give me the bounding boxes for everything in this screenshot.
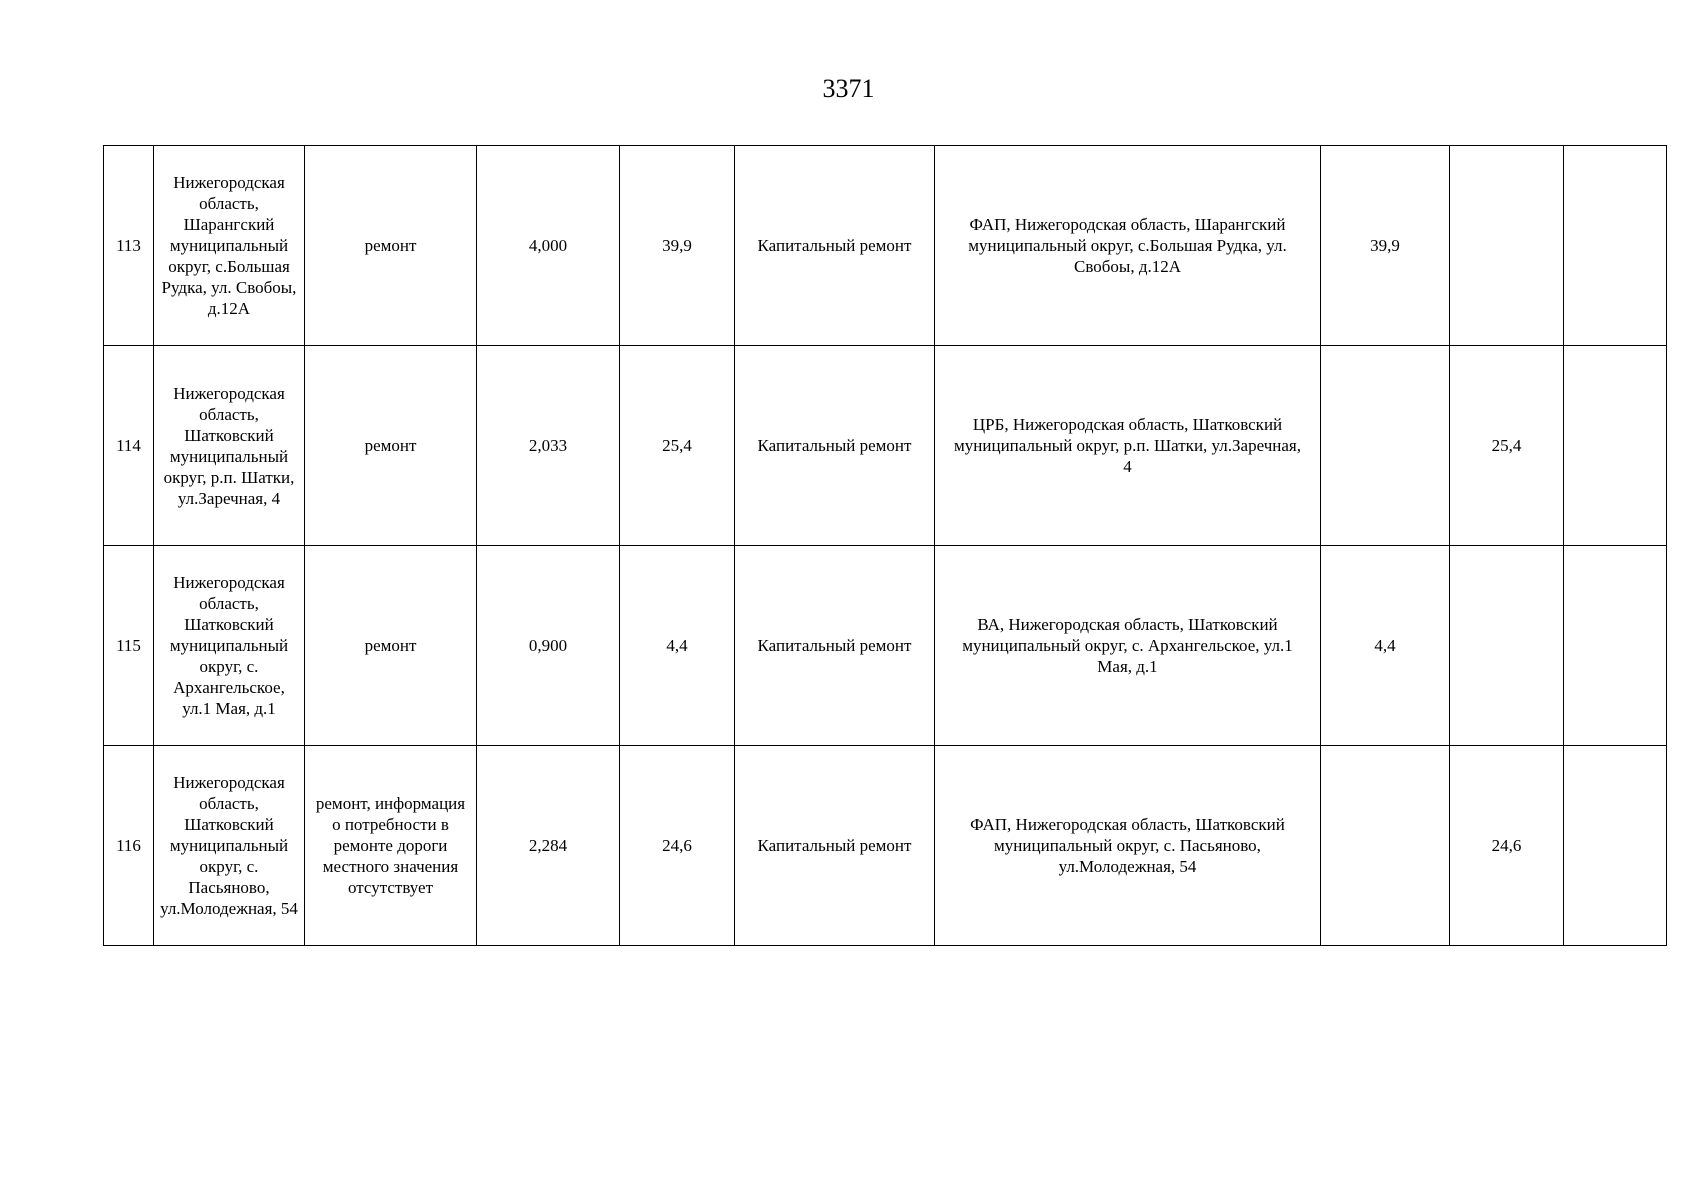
row-number: 113 [104,146,154,346]
distance-value: 25,4 [620,346,735,546]
table-row [104,546,1667,746]
road-address: Нижегородская область, Шатковский муниципальный округ, с. Пасьяново, ул.Молодежная, 54 [154,746,305,946]
value-col8: 39,9 [1321,146,1450,346]
road-length: 0,900 [477,546,620,746]
social-object: ФАП, Нижегородская область, Шарангский муниципальный округ, с.Большая Рудка, ул. Свобоы, д.12А [935,146,1321,346]
social-object: ВА, Нижегородская область, Шатковский муниципальный округ, с. Архангельское, ул.1 Мая, д.1 [935,546,1321,746]
row-number: 114 [104,346,154,546]
road-length: 4,000 [477,146,620,346]
road-address: Нижегородская область, Шатковский муниципальный округ, с. Архангельское, ул.1 Мая, д.1 [154,546,305,746]
value-col8: 4,4 [1321,546,1450,746]
value-col10 [1564,746,1667,946]
page-number: 3371 [822,74,875,103]
social-object: ЦРБ, Нижегородская область, Шатковский муниципальный округ, р.п. Шатки, ул.Заречная, 4 [935,346,1321,546]
repair-type: Капитальный ремонт [735,546,935,746]
road-length: 2,033 [477,346,620,546]
repair-type: Капитальный ремонт [735,346,935,546]
distance-value: 24,6 [620,746,735,946]
social-object: ФАП, Нижегородская область, Шатковский муниципальный округ, с. Пасьяново, ул.Молодежная, 54 [935,746,1321,946]
row-number: 116 [104,746,154,946]
value-col8 [1321,746,1450,946]
distance-value: 39,9 [620,146,735,346]
work-type: ремонт, информация о потребности в ремонте дороги местного значения отсутствует [305,746,477,946]
value-col9 [1450,146,1564,346]
value-col9: 24,6 [1450,746,1564,946]
road-address: Нижегородская область, Шарангский муниципальный округ, с.Большая Рудка, ул. Свобоы, д.12А [154,146,305,346]
repair-type: Капитальный ремонт [735,746,935,946]
row-number: 115 [104,546,154,746]
value-col8 [1321,346,1450,546]
data-table [103,145,1667,946]
value-col9: 25,4 [1450,346,1564,546]
table-row [104,746,1667,946]
road-length: 2,284 [477,746,620,946]
value-col9 [1450,546,1564,746]
distance-value: 4,4 [620,546,735,746]
table-row [104,346,1667,546]
work-type: ремонт [305,146,477,346]
road-address: Нижегородская область, Шатковский муниципальный округ, р.п. Шатки, ул.Заречная, 4 [154,346,305,546]
value-col10 [1564,146,1667,346]
work-type: ремонт [305,546,477,746]
work-type: ремонт [305,346,477,546]
value-col10 [1564,346,1667,546]
value-col10 [1564,546,1667,746]
table-row [104,146,1667,346]
repair-type: Капитальный ремонт [735,146,935,346]
